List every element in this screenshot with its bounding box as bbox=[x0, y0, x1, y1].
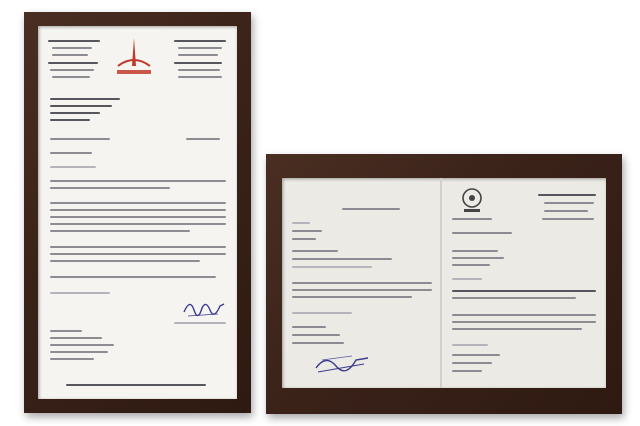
signature bbox=[182, 294, 226, 320]
right-picture-frame bbox=[266, 154, 622, 414]
government-emblem bbox=[458, 186, 486, 216]
stamp-signature bbox=[312, 346, 372, 376]
left-letter-paper bbox=[38, 26, 237, 399]
right-letter-paper bbox=[282, 178, 606, 388]
left-picture-frame bbox=[24, 12, 251, 413]
organization-logo bbox=[114, 36, 154, 82]
page-divider bbox=[440, 178, 442, 388]
